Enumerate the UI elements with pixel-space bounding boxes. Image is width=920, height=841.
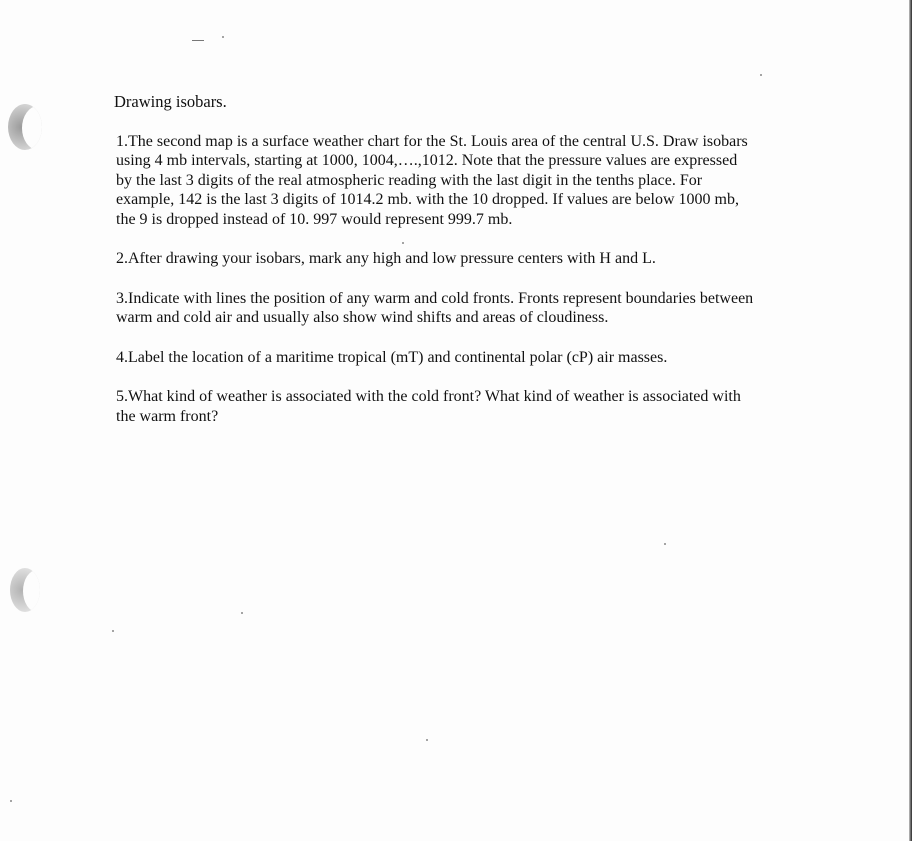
scan-mark: [192, 40, 204, 41]
scan-speck: [426, 739, 428, 741]
scan-speck: [241, 612, 243, 614]
worksheet-title: Drawing isobars.: [114, 92, 227, 111]
instruction-2: 2.After drawing your isobars, mark any high and low pressure centers with H and L.: [116, 250, 656, 267]
instruction-1: 1.The second map is a surface weather chart for the St. Louis area of the central U.S. Draw isobars using 4 mb intervals, starting at 1000, 1004,….,1012. Note that the pressure values are expressed by the last 3 digits of the real atmospheric reading with the last digit in the tenths place. For example, 142 is the last 3 digits of 1014.2 mb. with the 10 dropped. If values are below 1000 mb, the 9 is dropped instead of 10. 997 would represent 999.7 mb.: [116, 132, 748, 228]
scan-margin: [912, 0, 920, 841]
punch-hole-top: [8, 104, 42, 150]
instruction-3: 3.Indicate with lines the position of any warm and cold fronts. Fronts represent boundaries between warm and cold air and usually also show wind shifts and areas of cloudiness.: [116, 289, 754, 326]
scan-speck: [112, 630, 114, 632]
scan-speck: [664, 543, 666, 545]
scan-speck: [10, 800, 12, 802]
instruction-4: 4.Label the location of a maritime tropical (mT) and continental polar (cP) air masses.: [116, 348, 668, 366]
instruction-5: 5.What kind of weather is associated with the cold front? What kind of weather is associated with the warm front?: [116, 388, 741, 425]
scan-speck: [222, 36, 224, 38]
punch-hole-bottom: [10, 568, 40, 612]
worksheet-content: [114, 92, 754, 446]
scan-speck: [760, 74, 762, 76]
